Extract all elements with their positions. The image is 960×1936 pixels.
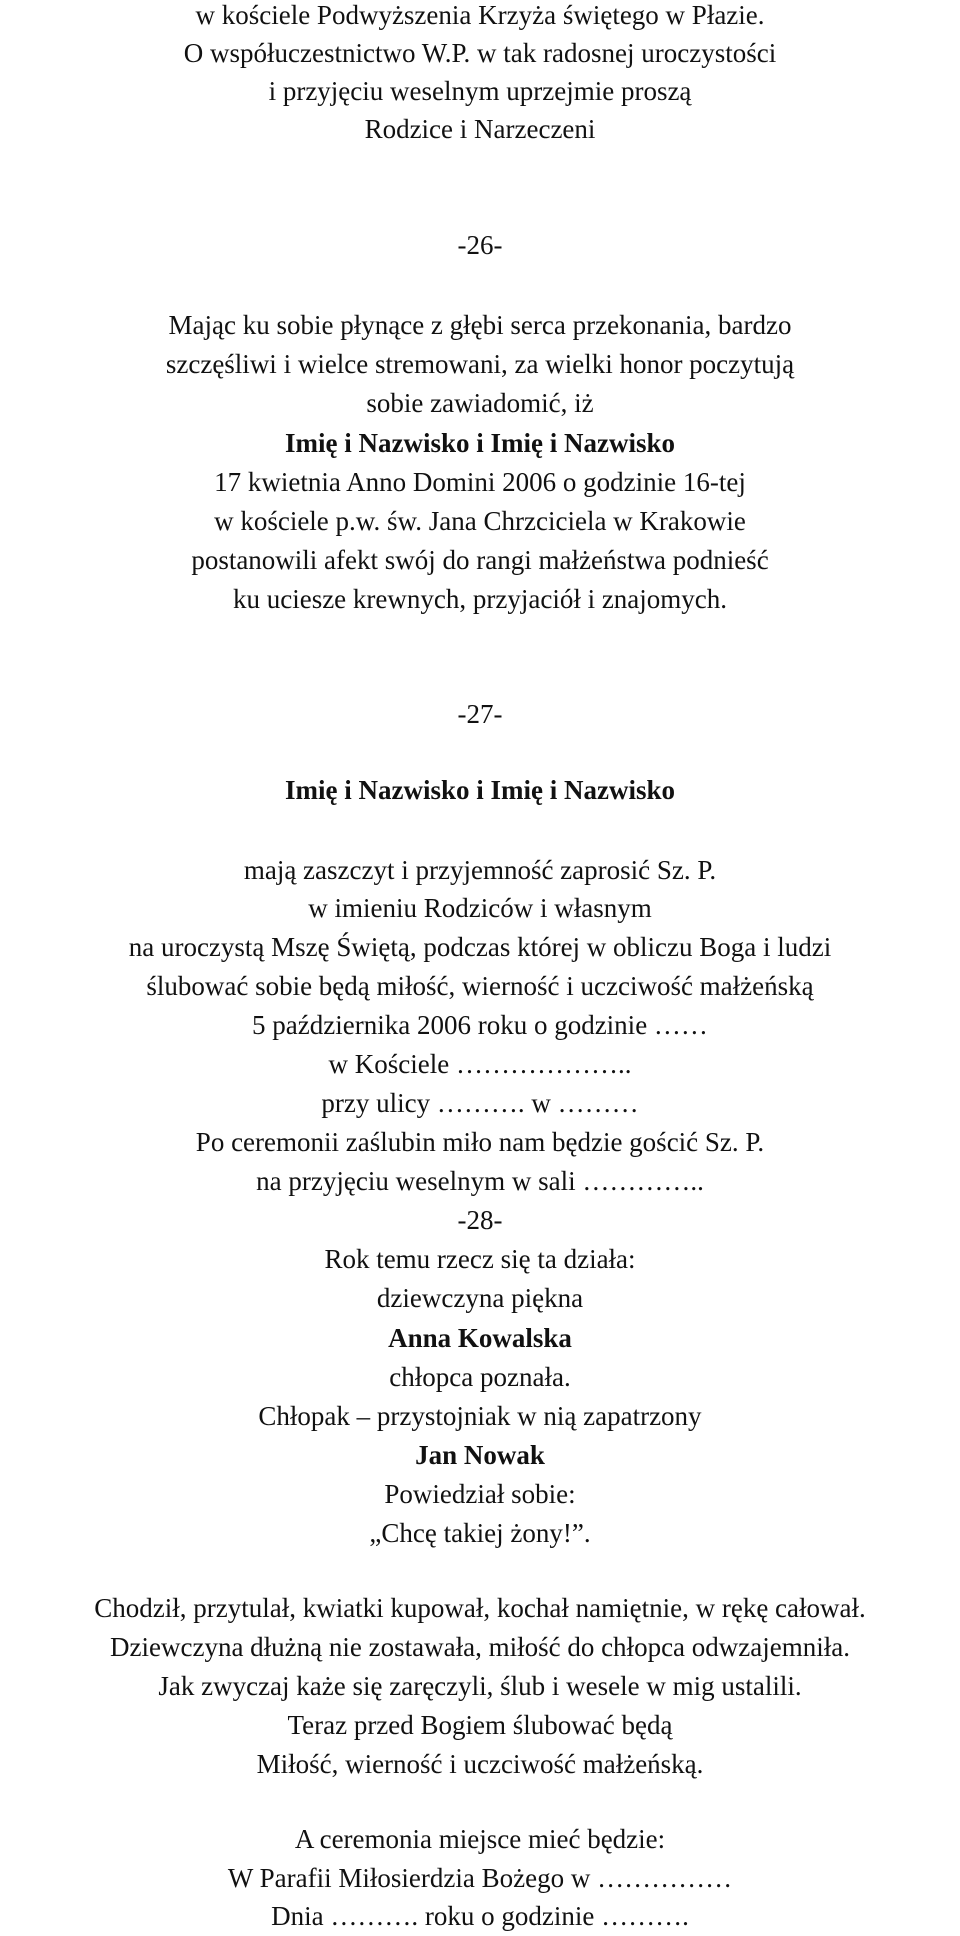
groom-name: Jan Nowak [415, 1440, 545, 1470]
verse-line: Jak zwyczaj każe się zaręczyli, ślub i wesele w mig ustalili. [158, 1671, 802, 1701]
text-line: Chłopak – przystojniak w nią zapatrzony [258, 1401, 702, 1431]
text-line: przy ulicy ………. w ……… [321, 1088, 639, 1118]
text-line: na uroczystą Mszę Świętą, podczas której w obliczu Boga i ludzi [128, 932, 832, 962]
section-number: -27- [457, 699, 503, 729]
text-line: ślubować sobie będą miłość, wierność i uczciwość małżeńską [146, 971, 814, 1001]
text-line: Mając ku sobie płynące z głębi serca przekonania, bardzo [168, 310, 792, 340]
text-line: ku uciesze krewnych, przyjaciół i znajomych. [232, 584, 728, 614]
text-line: w Kościele ……………….. [328, 1049, 632, 1079]
text-line: Rok temu rzecz się ta działa: [324, 1244, 636, 1274]
text-line: Po ceremonii zaślubin miło nam będzie gościć Sz. P. [195, 1127, 765, 1157]
text-line: postanowili afekt swój do rangi małżeństwa podnieść [191, 545, 769, 575]
text-line: 17 kwietnia Anno Domini 2006 o godzinie 16-tej [214, 467, 746, 497]
text-line: „Chcę takiej żony!”. [369, 1518, 591, 1548]
text-line: w imieniu Rodziców i własnym [308, 893, 652, 923]
verse-line: Dziewczyna dłużną nie zostawała, miłość do chłopca odwzajemniła. [110, 1632, 850, 1662]
text-line: 5 października 2006 roku o godzinie …… [252, 1010, 708, 1040]
section-number: -26- [457, 230, 503, 260]
text-line: O współuczestnictwo W.P. w tak radosnej uroczystości [183, 38, 777, 68]
couple-names: Imię i Nazwisko i Imię i Nazwisko [285, 775, 675, 805]
couple-names: Imię i Nazwisko i Imię i Nazwisko [285, 428, 675, 458]
text-line: chłopca poznała. [389, 1362, 571, 1392]
text-line: w kościele Podwyższenia Krzyża świętego w Płazie. [195, 0, 765, 30]
text-line: i przyjęciu weselnym uprzejmie proszą [268, 76, 692, 106]
verse-line: Chodził, przytulał, kwiatki kupował, kochał namiętnie, w rękę całował. [94, 1593, 866, 1623]
text-line: sobie zawiadomić, iż [366, 388, 594, 418]
closing-line: W Parafii Miłosierdzia Bożego w …………… [227, 1863, 733, 1893]
text-line: mają zaszczyt i przyjemność zaprosić Sz. P. [243, 855, 717, 885]
verse-line: Teraz przed Bogiem ślubować będą [287, 1710, 673, 1740]
text-line: Powiedział sobie: [384, 1479, 576, 1509]
text-line: dziewczyna piękna [376, 1283, 584, 1313]
section-number: -28- [457, 1205, 503, 1235]
text-line: w kościele p.w. św. Jana Chrzciciela w Krakowie [214, 506, 746, 536]
verse-line: Miłość, wierność i uczciwość małżeńską. [256, 1749, 704, 1779]
text-line: szczęśliwi i wielce stremowani, za wielki honor poczytują [165, 349, 795, 379]
closing-line: A ceremonia miejsce mieć będzie: [294, 1824, 666, 1854]
text-line: Rodzice i Narzeczeni [364, 114, 596, 144]
text-line: na przyjęciu weselnym w sali ………….. [256, 1166, 704, 1196]
bride-name: Anna Kowalska [388, 1323, 572, 1353]
closing-line: Dnia ………. roku o godzinie ………. [271, 1901, 689, 1931]
